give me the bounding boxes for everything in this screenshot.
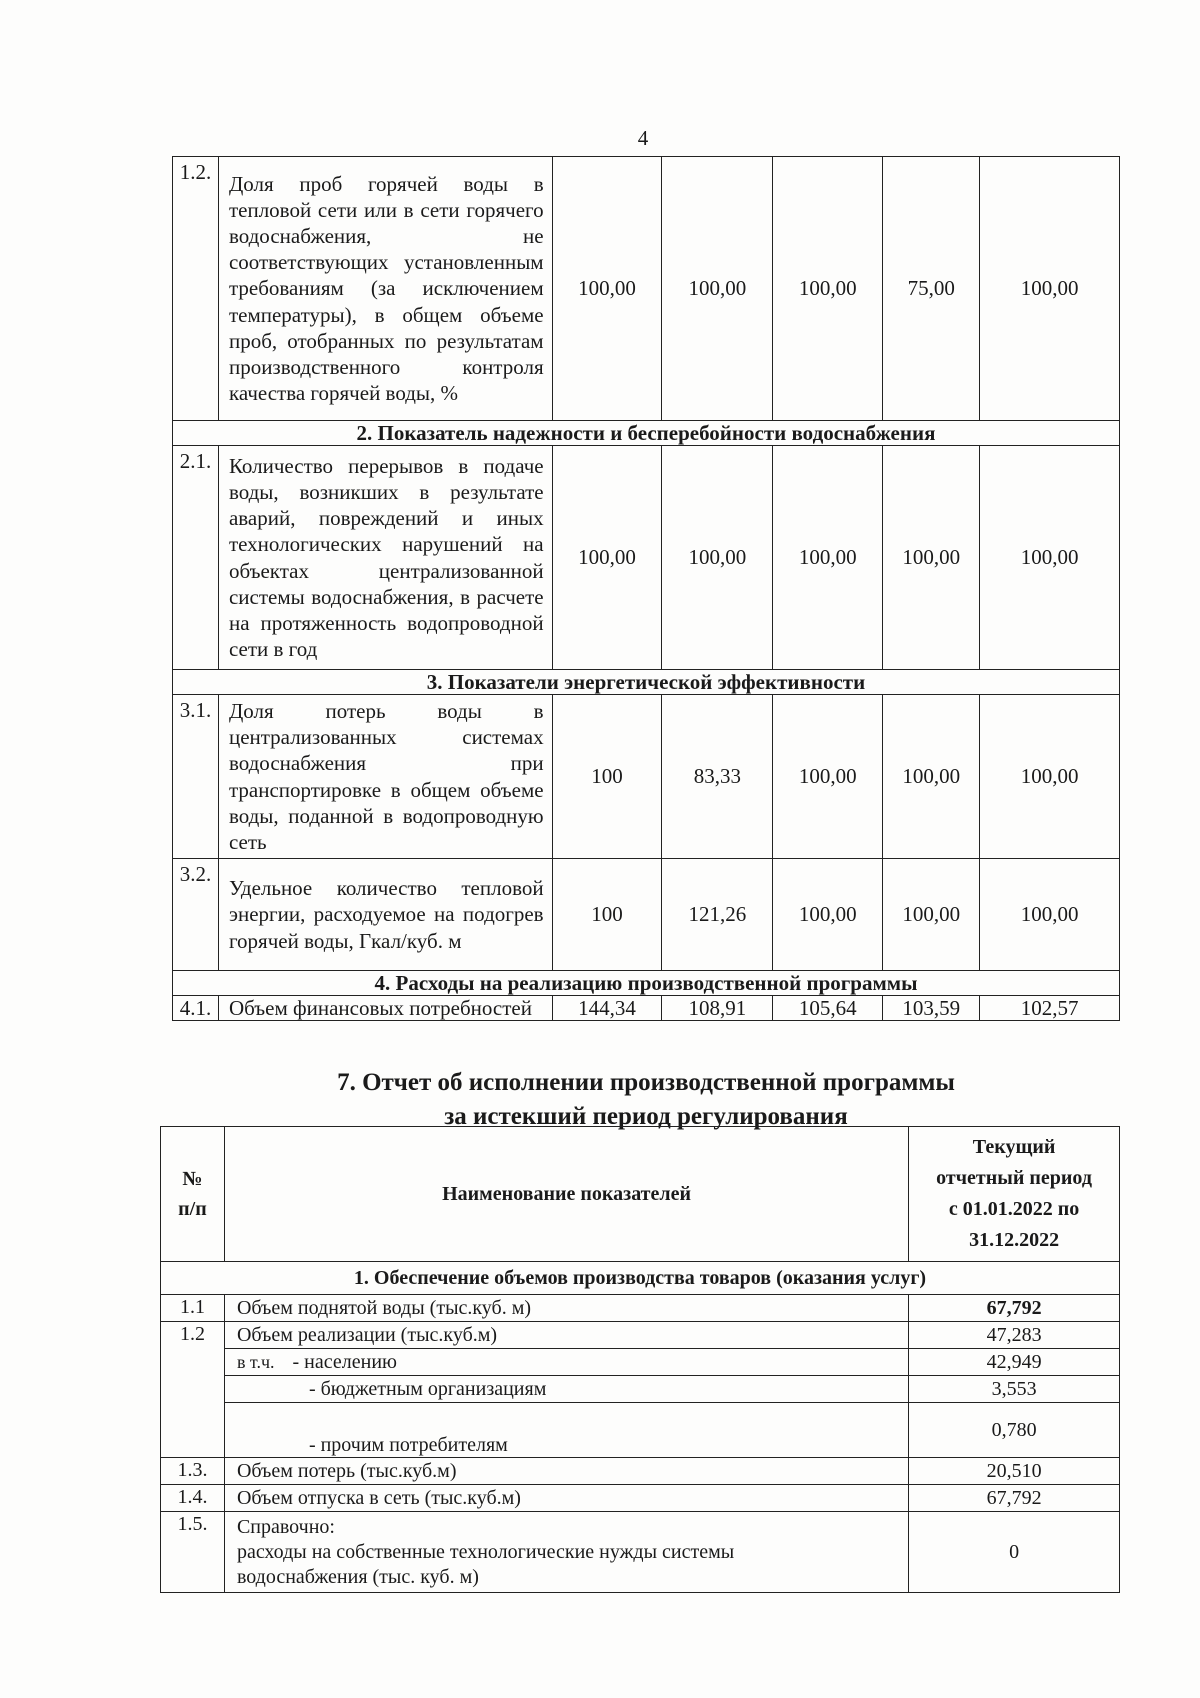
section-heading: 1. Обеспечение объемов производства товаров (оказания услуг) (161, 1262, 1120, 1295)
value-cell: 100 (552, 695, 662, 859)
table-row (173, 996, 1120, 1021)
section-title-line2: за истекший период регулирования (444, 1103, 848, 1130)
value-cell: 67,792 (909, 1485, 1120, 1512)
value-cell: 100,00 (883, 446, 980, 670)
value-cell: 121,26 (662, 859, 773, 971)
value-cell: 83,33 (662, 695, 773, 859)
value-cell: 100,00 (662, 157, 773, 421)
table-row (173, 695, 1120, 859)
table-row (161, 1295, 1120, 1322)
table-row (161, 1403, 1120, 1458)
indicator-description: Объем финансовых потребностей (218, 996, 552, 1021)
row-number: 1.2. (173, 157, 219, 421)
value-cell: 20,510 (909, 1458, 1120, 1485)
section-row (173, 421, 1120, 446)
value-cell: 100,00 (773, 446, 883, 670)
header-period (909, 1127, 1120, 1262)
indicator-name: Объем поднятой воды (тыс.куб. м) (224, 1295, 908, 1322)
section-row (173, 971, 1120, 996)
value-cell: 144,34 (552, 996, 662, 1021)
header-row (161, 1127, 1120, 1262)
table-row (161, 1512, 1120, 1593)
value-cell: 100,00 (980, 157, 1120, 421)
indicators-table (172, 156, 1120, 1021)
table-row (161, 1376, 1120, 1403)
value-cell: 100,00 (773, 695, 883, 859)
header-period-text: Текущий отчетный период с 01.01.2022 по 31.12.2022 (936, 1136, 1092, 1251)
note-line: расходы на собственные технологические нужды системы (236, 1540, 735, 1563)
table-row (173, 446, 1120, 670)
sub-indicator-name: - населению (292, 1351, 397, 1373)
value-cell: 100,00 (773, 859, 883, 971)
page-number: 4 (637, 126, 649, 150)
value-cell: 100,00 (883, 695, 980, 859)
section-title-line1: 7. Отчет об исполнении производственной программы (337, 1069, 955, 1096)
row-number: 3.1. (173, 695, 219, 859)
value-cell: 3,553 (909, 1376, 1120, 1403)
indicator-description: Доля проб горячей воды в тепловой сети или в сети горячего водоснабжения, не соответствующих установленным требованиям (за исключением температуры), в общем объеме проб, отобранных по результатам производственного контроля качества горячей воды, % (218, 157, 552, 421)
indicator-description: Доля потерь воды в централизованных системах водоснабжения при транспортировке в общем объеме воды, поданной в водопроводную сеть (218, 695, 552, 859)
indicator-description: Количество перерывов в подаче воды, возникших в результате аварий, повреждений и иных технологических нарушений на объектах централизованной системы водоснабжения, в расчете на протяженность водопроводной сети в год (218, 446, 552, 670)
value-cell: 100,00 (552, 446, 662, 670)
value-cell: 105,64 (773, 996, 883, 1021)
table-row (173, 859, 1120, 971)
header-number (161, 1127, 225, 1262)
value-cell: 102,57 (980, 996, 1120, 1021)
reference-note (224, 1512, 908, 1593)
indicator-name: Объем отпуска в сеть (тыс.куб.м) (224, 1485, 908, 1512)
value-cell: 100,00 (552, 157, 662, 421)
section-row (173, 670, 1120, 695)
header-number-text: № п/п (178, 1168, 207, 1220)
note-line: Справочно: (236, 1515, 335, 1538)
section-heading: 4. Расходы на реализацию производственной программы (173, 971, 1120, 996)
row-number: 1.5. (161, 1512, 225, 1593)
value-cell: 0,780 (909, 1403, 1120, 1458)
value-cell: 0 (909, 1512, 1120, 1593)
value-cell: 108,91 (662, 996, 773, 1021)
report-table (160, 1126, 1120, 1593)
sub-prefix: в т.ч. (236, 1352, 275, 1372)
value-cell: 100,00 (980, 859, 1120, 971)
table-row (161, 1458, 1120, 1485)
section-heading: 3. Показатели энергетической эффективности (173, 670, 1120, 695)
value-cell: 100,00 (773, 157, 883, 421)
value-cell: 75,00 (883, 157, 980, 421)
section-title (172, 1066, 1120, 1134)
value-cell: 47,283 (909, 1322, 1120, 1349)
sub-indicator-budget: - бюджетным организациям (224, 1376, 908, 1403)
note-line: водоснабжения (тыс. куб. м) (236, 1565, 479, 1588)
value-cell: 100,00 (662, 446, 773, 670)
table-row (161, 1485, 1120, 1512)
row-number: 1.1 (161, 1295, 225, 1322)
section-row (161, 1262, 1120, 1295)
row-number: 1.4. (161, 1485, 225, 1512)
row-number: 3.2. (173, 859, 219, 971)
value-cell: 100 (552, 859, 662, 971)
row-number: 1.2 (161, 1322, 225, 1458)
table-row (161, 1349, 1120, 1376)
value-cell: 100,00 (883, 859, 980, 971)
table-row (161, 1322, 1120, 1349)
sub-indicator-population (224, 1349, 908, 1376)
value-cell: 42,949 (909, 1349, 1120, 1376)
section-heading: 2. Показатель надежности и бесперебойности водоснабжения (173, 421, 1120, 446)
table-row (173, 157, 1120, 421)
indicator-description: Удельное количество тепловой энергии, расходуемое на подогрев горячей воды, Гкал/куб. м (218, 859, 552, 971)
value-cell: 100,00 (980, 695, 1120, 859)
indicator-name: Объем реализации (тыс.куб.м) (224, 1322, 908, 1349)
value-cell: 100,00 (980, 446, 1120, 670)
indicator-name: Объем потерь (тыс.куб.м) (224, 1458, 908, 1485)
row-number: 1.3. (161, 1458, 225, 1485)
sub-indicator-other: - прочим потребителям (224, 1403, 908, 1458)
header-name: Наименование показателей (224, 1127, 908, 1262)
row-number: 4.1. (173, 996, 219, 1021)
row-number: 2.1. (173, 446, 219, 670)
value-cell: 103,59 (883, 996, 980, 1021)
value-cell: 67,792 (909, 1295, 1120, 1322)
